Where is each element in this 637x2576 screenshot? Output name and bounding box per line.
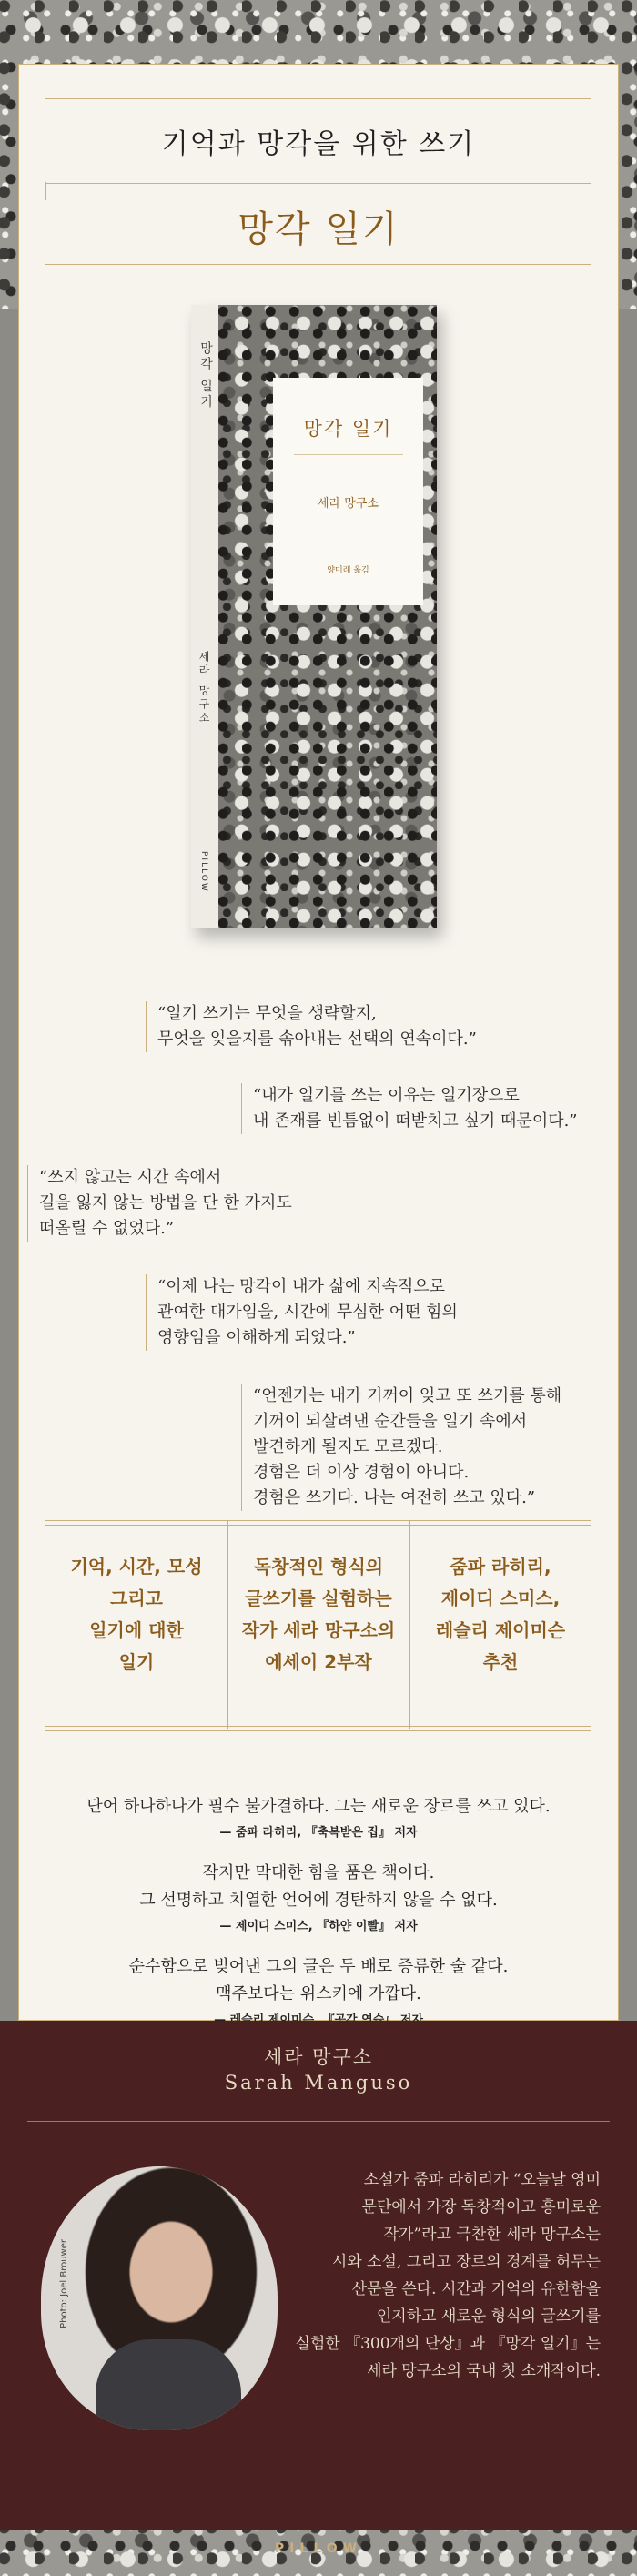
- spine-author: 세라 망구소: [197, 651, 210, 725]
- quote: “내가 일기를 쓰는 이유는 일기장으로 내 존재를 빈틈없이 떠받치고 싶기 때문이다.”: [241, 1083, 578, 1134]
- blurb-text: 순수함으로 빚어낸 그의 글은 두 배로 증류한 술 같다. 맥주보다는 위스키에 가깝다.: [128, 1957, 509, 2003]
- title-rule: [46, 264, 592, 265]
- book-spine: [191, 305, 219, 928]
- author-photo-body: [96, 2339, 241, 2430]
- quote: “언젠가는 내가 기꺼이 잊고 또 쓰기를 통해 기꺼이 되살려낸 순간들을 일기 속에서 발견하게 될지도 모르겠다. 경험은 더 이상 경험이 아니다. 경험은 쓰기다. 나는 여전히 쓰고 있다.”: [241, 1384, 561, 1511]
- blurbs-section: [18, 1793, 619, 2047]
- blurb: [18, 1953, 619, 2027]
- feature-highlights: [46, 1520, 592, 1729]
- blurb: [18, 1793, 619, 1840]
- spine-publisher: PILLOW: [199, 851, 208, 893]
- blurb-source: — 제이디 스미스, 『하얀 이빨』 저자: [219, 1920, 418, 1933]
- quote: “이제 나는 망각이 내가 삶에 지속적으로 관여한 대가임을, 시간에 무심한 어떤 힘의 영향임을 이해하게 되었다.”: [146, 1274, 458, 1351]
- page-title: 망각 일기: [238, 208, 399, 250]
- feature-item: 기억, 시간, 모성 그리고 일기에 대한 일기: [70, 1556, 203, 1673]
- feature-rule-bottom: [46, 1726, 592, 1731]
- blurb: [18, 1860, 619, 1933]
- book-cover-image: [191, 305, 437, 928]
- photo-credit: Photo: Joel Brouwer: [59, 2239, 69, 2328]
- author-bio: 소설가 줌파 라히리가 “오늘날 영미 문단에서 가장 독창적이고 흥미로운 작가”라고 극찬한 세라 망구소는 시와 소설, 그리고 장르의 경계를 허무는 산문을 쓴다. 시간과 기억의 유한함을 인지하고 새로운 형식의 글쓰기를 실험한 『300개의 단상』과 『망각 일기』는 세라 망구소의 국내 첫 소개작이다.: [295, 2171, 601, 2380]
- blurb-text: 작지만 막대한 힘을 품은 책이다. 그 선명하고 치열한 언어에 경탄하지 않을 수 없다.: [139, 1863, 498, 1910]
- quote: “쓰지 않고는 시간 속에서 길을 잃지 않는 방법을 단 한 가지도 떠올릴 수 없었다.”: [27, 1165, 292, 1242]
- subtitle: 기억과 망각을 위한 쓰기: [161, 128, 476, 160]
- book-front: [218, 305, 437, 928]
- cover-author: 세라 망구소: [318, 497, 379, 511]
- publisher-logo: PILLOW: [274, 2541, 363, 2556]
- quote: “일기 쓰기는 무엇을 생략할지, 무엇을 잊을지를 솎아내는 선택의 연속이다.”: [146, 1001, 477, 1052]
- cover-title: 망각 일기: [303, 418, 393, 440]
- blurb-text: 단어 하나하나가 필수 불가결하다. 그는 새로운 장르를 쓰고 있다.: [86, 1797, 551, 1816]
- author-section: [0, 2021, 637, 2530]
- author-photo: [41, 2166, 278, 2430]
- feature-item: 독창적인 형식의 글쓰기를 실험하는 작가 세라 망구소의 에세이 2부작: [241, 1556, 396, 1673]
- cover-translator: 양미래 옮김: [327, 566, 369, 575]
- feature-item: 줌파 라히리, 제이디 스미스, 레슬리 제이미슨 추천: [435, 1556, 566, 1673]
- spine-title: 망각 일기: [198, 341, 213, 411]
- blurb-source: — 줌파 라히리, 『축복받은 집』 저자: [219, 1826, 418, 1840]
- divider-line: [591, 182, 592, 200]
- content-panel: [18, 64, 619, 2021]
- feature-rule-top: [46, 1520, 592, 1526]
- cover-rule: [294, 454, 403, 455]
- author-rule: [27, 2121, 610, 2122]
- cover-label: [273, 378, 423, 605]
- author-name-en: Sarah Manguso: [224, 2072, 413, 2094]
- author-name-ko: 세라 망구소: [263, 2046, 374, 2068]
- subtitle-box: [46, 98, 592, 184]
